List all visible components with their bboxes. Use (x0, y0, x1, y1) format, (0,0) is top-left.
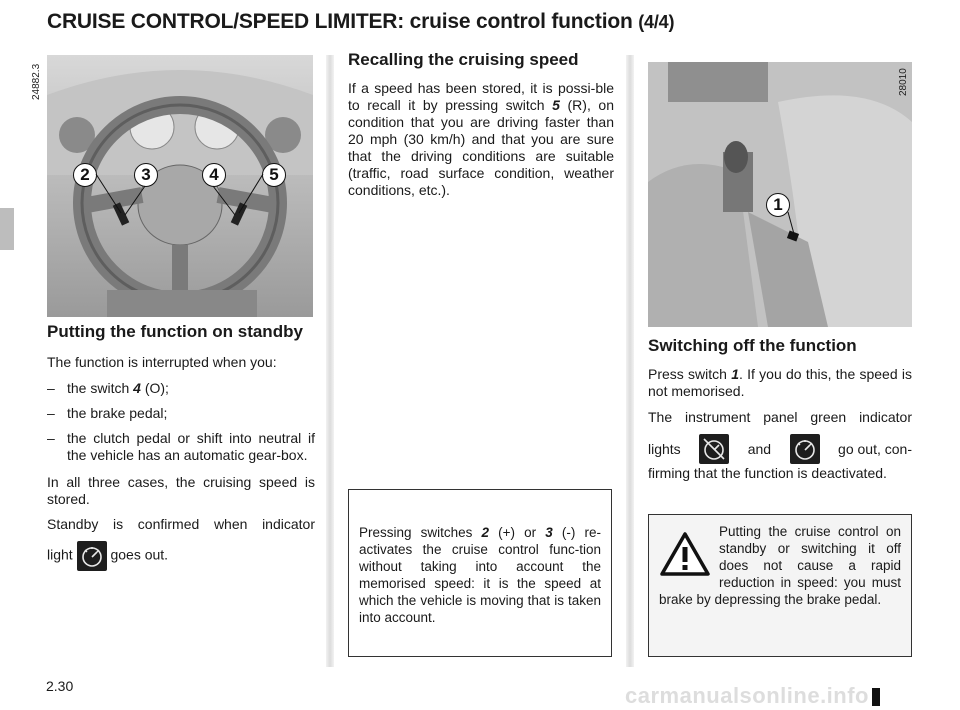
page-number: 2.30 (46, 678, 74, 694)
callout-leaders (47, 55, 313, 317)
recall-heading: Recalling the cruising speed (348, 50, 579, 69)
indicator-text-end: firming that the function is deactivated. (648, 465, 887, 481)
switch-off-section (648, 336, 912, 482)
column-divider (326, 55, 334, 667)
standby-list (47, 380, 315, 464)
column-divider (626, 55, 634, 667)
standby-section (47, 322, 315, 571)
warning-box (648, 514, 912, 657)
standby-heading: Putting the function on standby (47, 322, 303, 341)
page-marker (872, 688, 880, 706)
cruise-control-indicator-icon (77, 541, 107, 571)
steering-wheel-figure (47, 55, 313, 317)
warning-triangle-icon (659, 531, 711, 577)
standby-intro: The function is interrupted when you: (47, 354, 277, 370)
callout-3: 3 (134, 163, 158, 187)
cruise-control-off-indicator-icon (699, 434, 729, 464)
stored-text: In all three cases, the cruising speed is stored. (47, 474, 315, 507)
callout-leader (648, 62, 912, 327)
indicator-line: lights and go out, con- (648, 434, 912, 464)
title-main: CRUISE CONTROL/SPEED LIMITER: cruise control function (47, 10, 633, 33)
switch-off-heading: Switching off the function (648, 336, 857, 355)
note-box (348, 489, 612, 657)
confirm-text: Standby is confirmed when indicator (47, 516, 315, 532)
callout-4: 4 (202, 163, 226, 187)
watermark: carmanualsonline.info (625, 683, 869, 708)
indicator-text: The instrument panel green indicator (648, 409, 912, 425)
callout-1: 1 (766, 193, 790, 217)
list-item: – the switch 4 (O); (47, 380, 169, 396)
callout-2: 2 (73, 163, 97, 187)
recall-section (348, 50, 614, 199)
callout-5: 5 (262, 163, 286, 187)
title-part: (4/4) (638, 12, 675, 32)
confirm-line2: light goes out. (47, 541, 315, 571)
figure-code-left: 24882.3 (31, 63, 42, 100)
console-figure (648, 62, 912, 327)
switch-off-text: Press switch 1. If you do this, the speed is not memorised. (648, 366, 912, 399)
cruise-control-indicator-icon (790, 434, 820, 464)
note-text: Pressing switches 2 (+) or 3 (-) re-activates the cruise control func-tion without taking into account the memorised speed: it is the speed at which the vehicle is moving that is taken into account. (359, 525, 601, 625)
figure-code-right: 28010 (898, 68, 909, 96)
page-title (47, 10, 674, 34)
recall-text: If a speed has been stored, it is possi-ble to recall it by pressing switch 5 (R), on condition that you are driving faster than 20 mph (30 km/h) and that you are sure that the driving conditions are suitable (traffic, road surface condition, weather conditions, etc.). (348, 80, 614, 198)
list-item: – the brake pedal; (47, 405, 168, 421)
warning-text: Putting the cruise control on standby or switching it off does not cause a rapid reduction in speed: you must brake by depressing the brake pedal. (659, 524, 901, 607)
section-tab (0, 208, 14, 250)
list-item: – the clutch pedal or shift into neutral if the vehicle has an automatic gear-box. (47, 430, 315, 463)
